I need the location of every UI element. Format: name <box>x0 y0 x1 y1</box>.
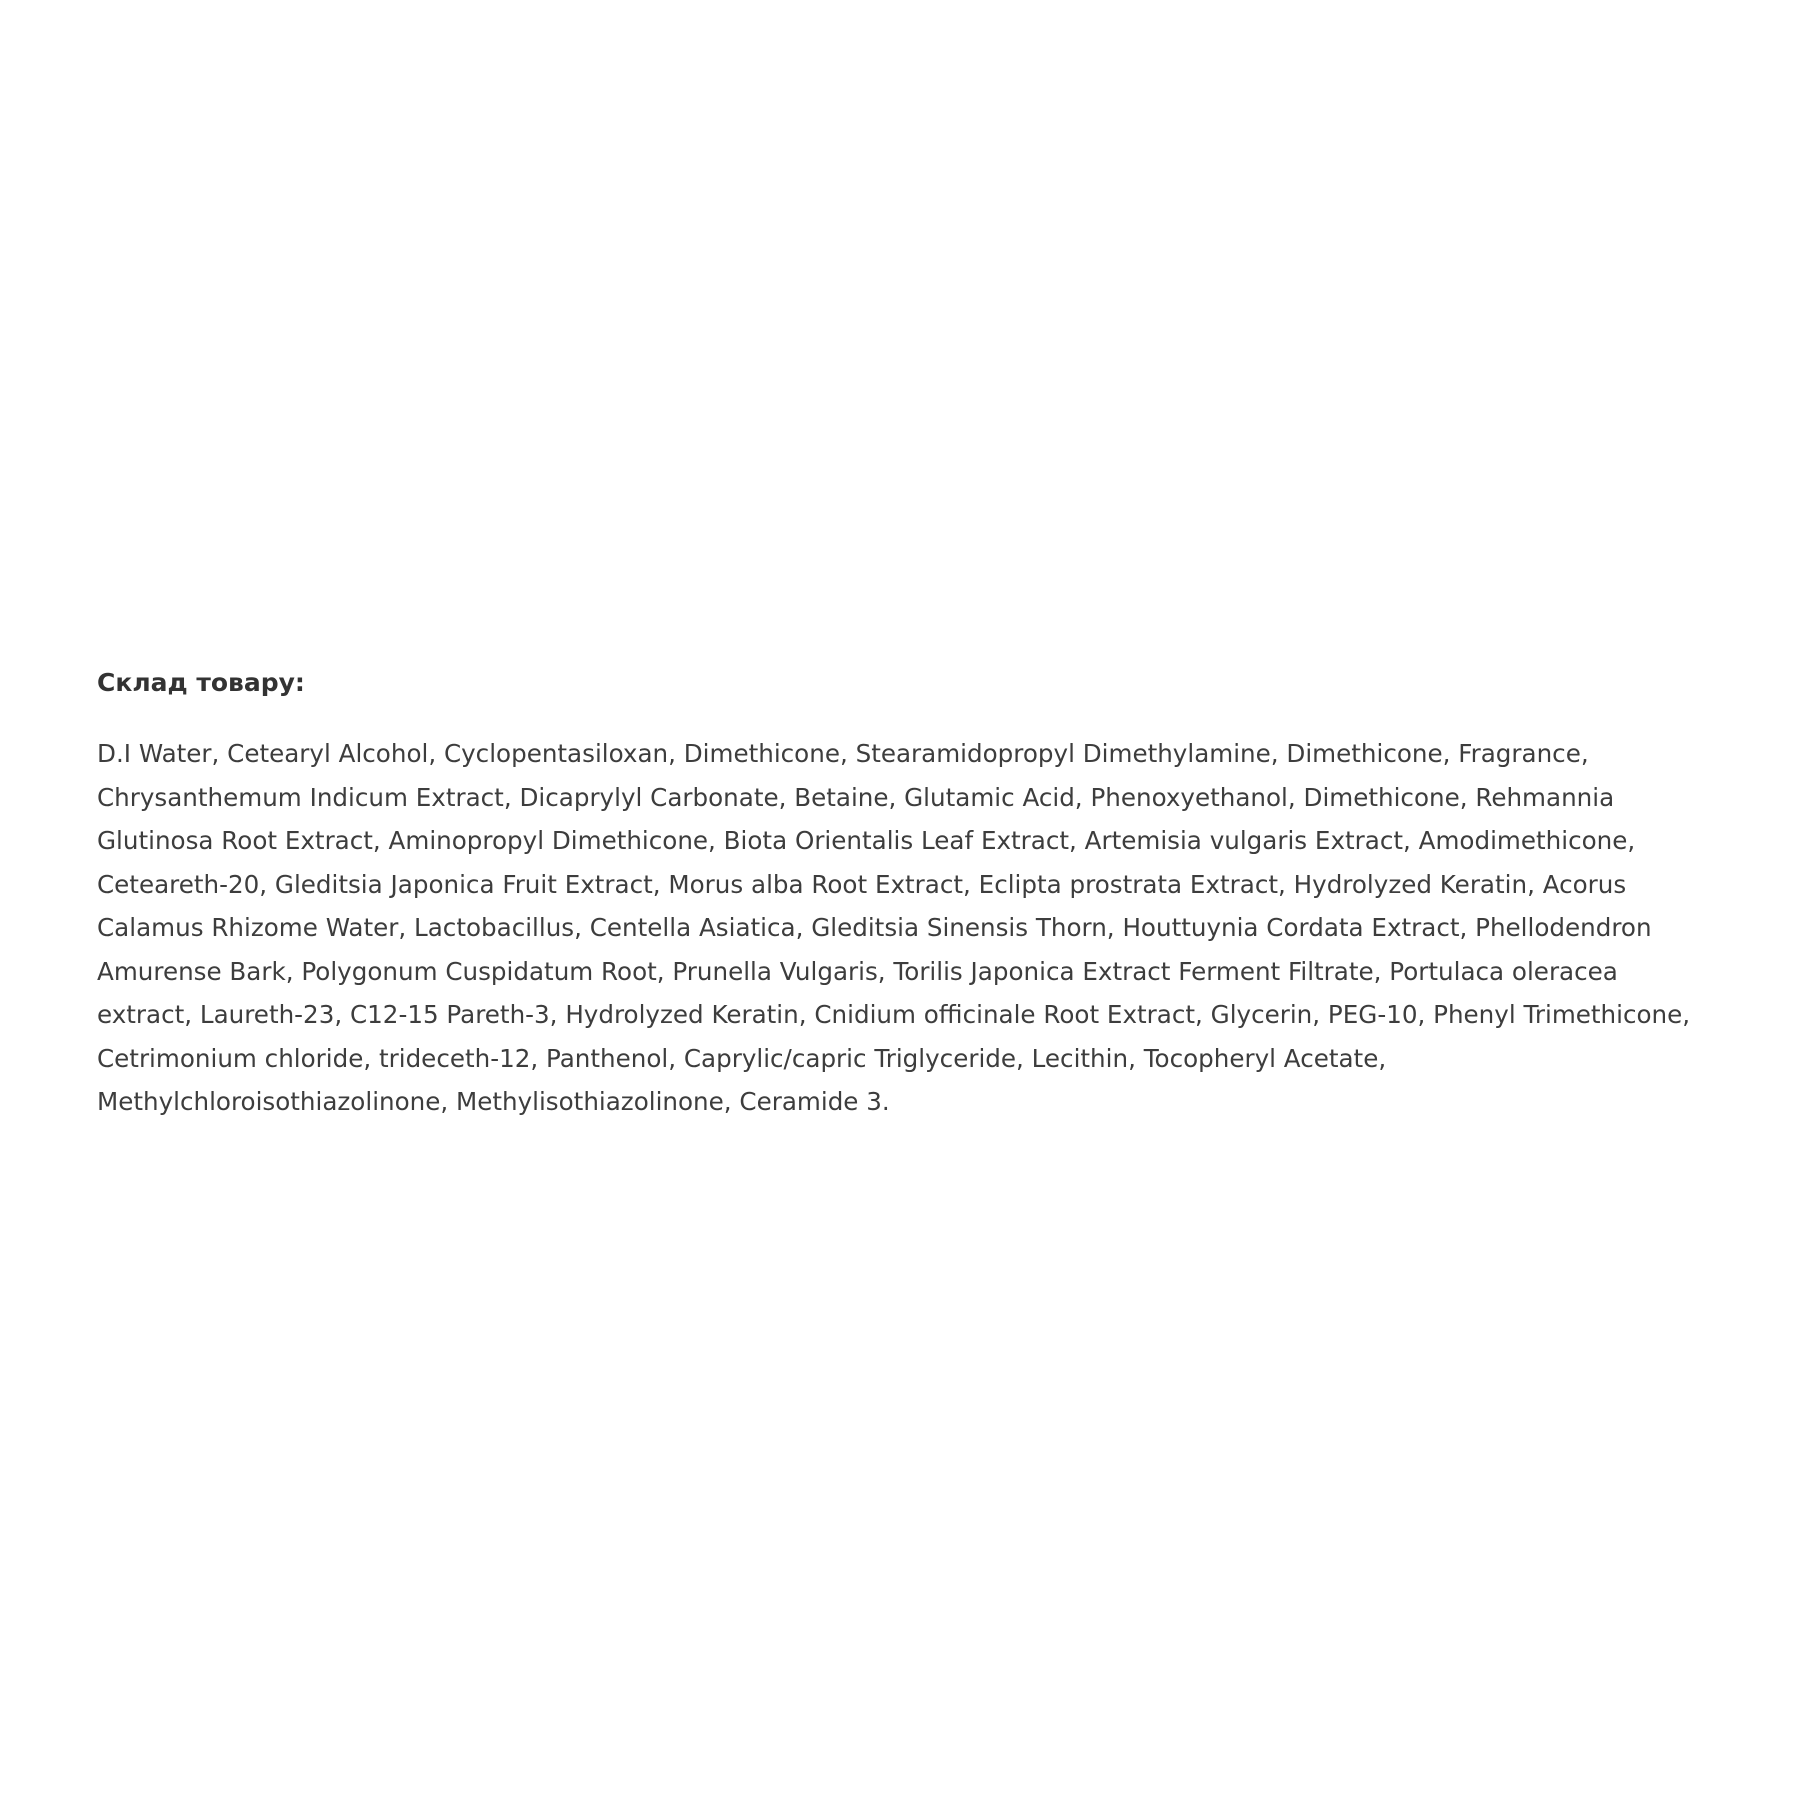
composition-heading: Склад товару: <box>97 668 305 697</box>
ingredients-list: D.I Water, Cetearyl Alcohol, Cyclopentasiloxan, Dimethicone, Stearamidopropyl Dimethylamine, Dimethicone, Fragrance, Chrysanthemum Indicum Extract, Dicaprylyl Carbonate, Betaine, Glutamic Acid, Phenoxyethanol, Dimethicone, Rehmannia Glutinosa Root Extract, Aminopropyl Dimethicone, Biota Orientalis Leaf Extract, Artemisia vulgaris Extract, Amodimethicone, Ceteareth-20, Gleditsia Japonica Fruit Extract, Morus alba Root Extract, Eclipta prostrata Extract, Hydrolyzed Keratin, Acorus Calamus Rhizome Water, Lactobacillus, Centella Asiatica, Gleditsia Sinensis Thorn, Houttuynia Cordata Extract, Phellodendron Amurense Bark, Polygonum Cuspidatum Root, Prunella Vulgaris, Torilis Japonica Extract Ferment Filtrate, Portulaca oleracea extract, Laureth-23, C12-15 Pareth-3, Hydrolyzed Keratin, Cnidium officinale Root Extract, Glycerin, PEG-10, Phenyl Trimethicone, Cetrimonium chloride, trideceth-12, Panthenol, Caprylic/capric Triglyceride, Lecithin, Tocopheryl Acetate, Methylchloroisothiazolinone, Methylisothiazolinone, Ceramide 3. <box>97 739 1691 1116</box>
product-composition-section <box>97 668 1717 1124</box>
